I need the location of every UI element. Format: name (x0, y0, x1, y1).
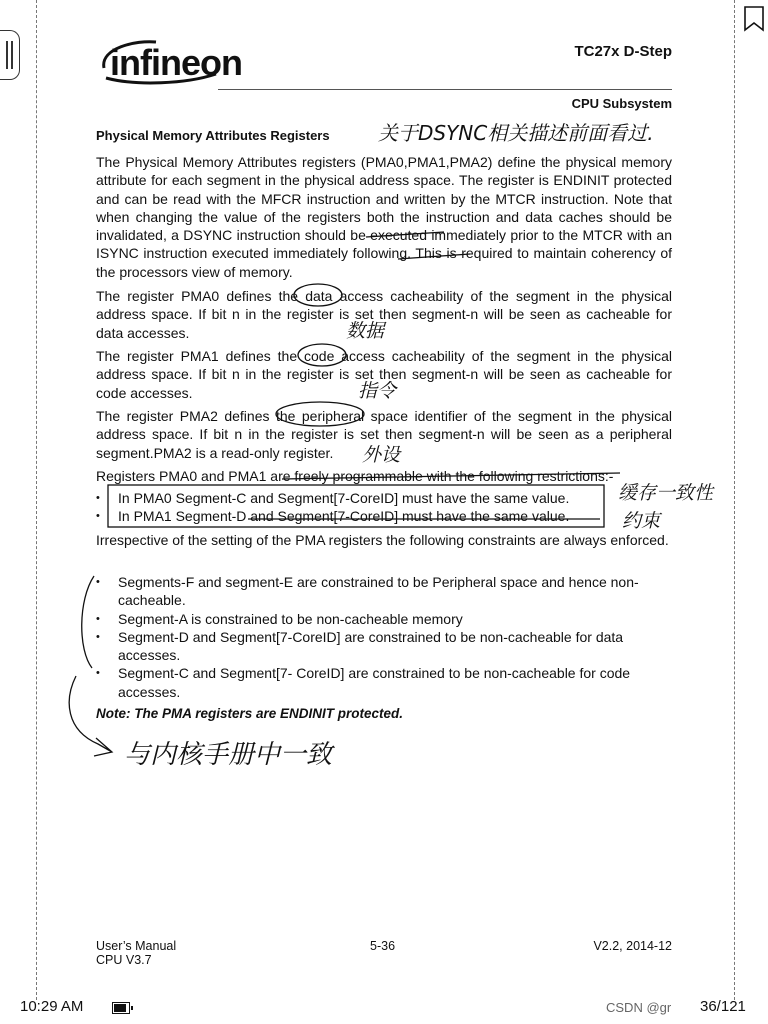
battery-icon (112, 1002, 130, 1014)
chapter-title: CPU Subsystem (571, 96, 672, 111)
logo-wordmark: infineon (110, 42, 242, 83)
list-item: • Segments-F and segment-E are constrained to be Peripheral space and hence non-cacheable. (96, 573, 672, 610)
section-title: Physical Memory Attributes Registers (96, 128, 330, 143)
infineon-logo (96, 38, 242, 88)
side-panel-handle[interactable] (0, 30, 20, 80)
handwritten-note-constraint: 约束 (622, 510, 661, 532)
paragraph-restrictions-intro: Registers PMA0 and PMA1 are freely programmable with the following restrictions:- (96, 468, 614, 484)
note-endinit: Note: The PMA registers are ENDINIT protected. (96, 706, 404, 721)
handwritten-note-code: 指令 (358, 380, 397, 402)
handwritten-note-data: 数据 (346, 320, 385, 342)
list-item: • In PMA0 Segment-C and Segment[7-CoreID] must have the same value. (96, 489, 672, 507)
footer-doc-version: V2.2, 2014-12 (593, 939, 672, 953)
list-item: • In PMA1 Segment-D and Segment[7-CoreID] must have the same value. (96, 507, 672, 525)
left-margin-dashed-line (36, 0, 37, 1000)
paragraph-constraints-intro: Irrespective of the setting of the PMA registers the following constraints are always enforced. (96, 532, 669, 548)
list-item: • Segment-A is constrained to be non-cacheable memory (96, 610, 672, 628)
clock-time: 10:29 AM (20, 998, 84, 1015)
handwritten-note-peripheral: 外设 (362, 444, 401, 466)
document-title: TC27x D-Step (574, 43, 672, 60)
paragraph-pma2: The register PMA2 defines the peripheral space identifier of the segment in the physical address space. If bit n in the register is set then segment-n will be seen as a peripheral segment.PMA2 is a read-only register. (96, 408, 672, 461)
footer-page-number: 5-36 (370, 939, 396, 953)
right-margin-dashed-line (734, 0, 735, 1000)
footer-manual: User’s Manual (96, 939, 177, 953)
bookmark-icon[interactable] (743, 6, 765, 32)
page-counter[interactable]: 36/121 (700, 998, 746, 1015)
paragraph-pma1: The register PMA1 defines the code access cacheability of the segment in the physical address space. If bit n in the register is set then segment-n will be seen as cacheable for code accesses. (96, 348, 672, 401)
csdn-watermark: CSDN @gr (606, 1000, 672, 1015)
handwritten-note-coherency: 缓存一致性 (618, 482, 714, 504)
list-item: • Segment-D and Segment[7-CoreID] are constrained to be non-cacheable for data accesses. (96, 628, 672, 665)
restrictions-list (96, 489, 672, 526)
footer-cpu-version: CPU V3.7 (96, 953, 152, 967)
handwritten-note-dsync: 关于DSYNC相关描述前面看过. (378, 121, 654, 145)
header-rule (218, 89, 672, 90)
paragraph-intro: The Physical Memory Attributes registers (PMA0,PMA1,PMA2) define the physical memory attribute for each segment in the physical address space. The register is ENDINIT protected and can be read with the MFCR instruction and written by the MTCR instruction. Note that when changing the value of the registers both the instruction and data caches should be invalidated, a DSYNC instruction should be executed immediately prior to the MTCR with an ISYNC instruction executed immediately following. This is required to maintain coherency of the processors view of memory. (96, 154, 672, 280)
handwritten-note-consistent: 与内核手册中一致 (124, 740, 333, 770)
list-item: • Segment-C and Segment[7- CoreID] are constrained to be non-cacheable for code accesses. (96, 664, 672, 701)
constraints-list (96, 573, 672, 701)
paragraph-pma0: The register PMA0 defines the data access cacheability of the segment in the physical address space. If bit n in the register is set then segment-n will be seen as cacheable for data accesses. (96, 288, 672, 341)
